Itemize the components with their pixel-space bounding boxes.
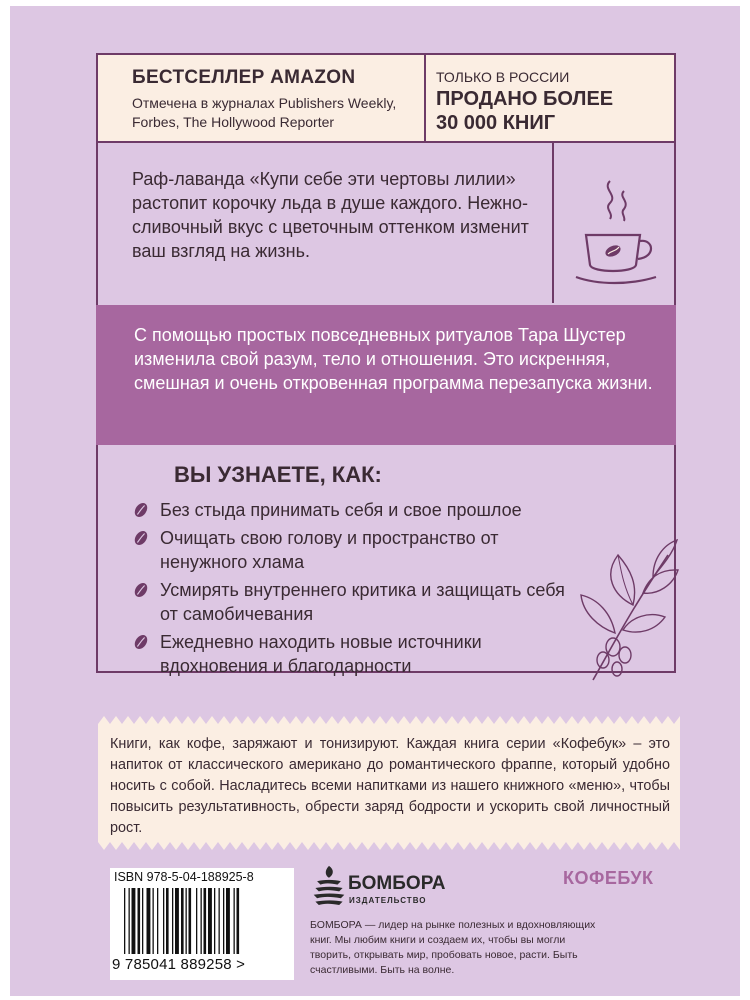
kofebuk-logo: КОФЕБУК [563, 868, 654, 888]
list-item-text: Ежедневно находить новые источники вдохновения и благодарности [160, 632, 482, 676]
sold-count-heading: ПРОДАНО БОЛЕЕ 30 000 КНИГ [436, 88, 614, 134]
learn-list [132, 498, 582, 682]
book-back-cover [10, 6, 740, 996]
list-item [132, 498, 582, 522]
coffee-bean-icon [132, 581, 150, 599]
program-text: С помощью простых повседневных ритуалов Тара Шустер изменила свой разум, тело и отношения. Это искренняя, смешная и очень откровенная программа перезапуска жизни. [134, 325, 653, 393]
coffee-bean-icon [132, 501, 150, 519]
learn-heading: ВЫ УЗНАЕТЕ, КАК: [174, 462, 382, 487]
bestseller-heading: БЕСТСЕЛЛЕР AMAZON [132, 67, 356, 88]
publisher-subtitle: ИЗДАТЕЛЬСТВО [349, 896, 427, 905]
publisher-name: БОМБОРА [348, 873, 446, 894]
magazines-text: Отмечена в журналах Publishers Weekly, Forbes, The Hollywood Reporter [132, 95, 397, 130]
paper-edge-top [98, 716, 680, 724]
bombora-logo-icon [312, 862, 346, 914]
coffee-bean-icon [132, 529, 150, 547]
coffee-branch-illustration [573, 535, 683, 685]
barcode-graphic [124, 888, 284, 954]
series-note [98, 724, 680, 842]
barcode-number: 9 785041 889258 > [112, 956, 246, 973]
paper-edge-bottom [98, 842, 680, 850]
content-frame [96, 53, 676, 676]
list-item-text: Без стыда принимать себя и свое прошлое [160, 500, 522, 520]
sales-box [426, 55, 674, 143]
raf-lavender-text: Раф-лаванда «Купи себе эти чертовы лилии» растопит корочку льда в душе каждого. Нежно-сливочный вкус с цветочным оттенком изменит ваш взгляд на жизнь. [132, 169, 529, 261]
series-text: Книги, как кофе, заряжают и тонизируют. Каждая книга серии «Кофебук» – это напиток от классического американо до романтического фраппе, который удобно носить с собой. Насладитесь всеми напитками из нашего книжного «меню», чтобы повысить результативность, обрести заряд бодрости и ускорить свой личностный рост. [110, 736, 670, 836]
vertical-divider [552, 143, 554, 303]
coffee-cup-icon [568, 173, 668, 293]
barcode-block [110, 868, 294, 980]
list-item [132, 630, 582, 678]
publisher-description: БОМБОРА — лидер на рынке полезных и вдохновляющих книг. Мы любим книги и создаем их, чтобы вы могли творить, открывать мир, пробовать новое, расти. Быть счастливыми. Быть на волне. [310, 919, 596, 976]
coffee-bean-icon [132, 633, 150, 651]
list-item [132, 526, 582, 574]
list-item [132, 578, 582, 626]
purple-band [96, 305, 676, 445]
only-russia-label: ТОЛЬКО В РОССИИ [436, 69, 570, 85]
bestseller-box [98, 55, 426, 143]
list-item-text: Усмирять внутреннего критика и защищать себя от самобичевания [160, 580, 565, 624]
list-item-text: Очищать свою голову и пространство от ненужного хлама [160, 528, 499, 572]
isbn-text: ISBN 978-5-04-188925-8 [114, 870, 254, 884]
